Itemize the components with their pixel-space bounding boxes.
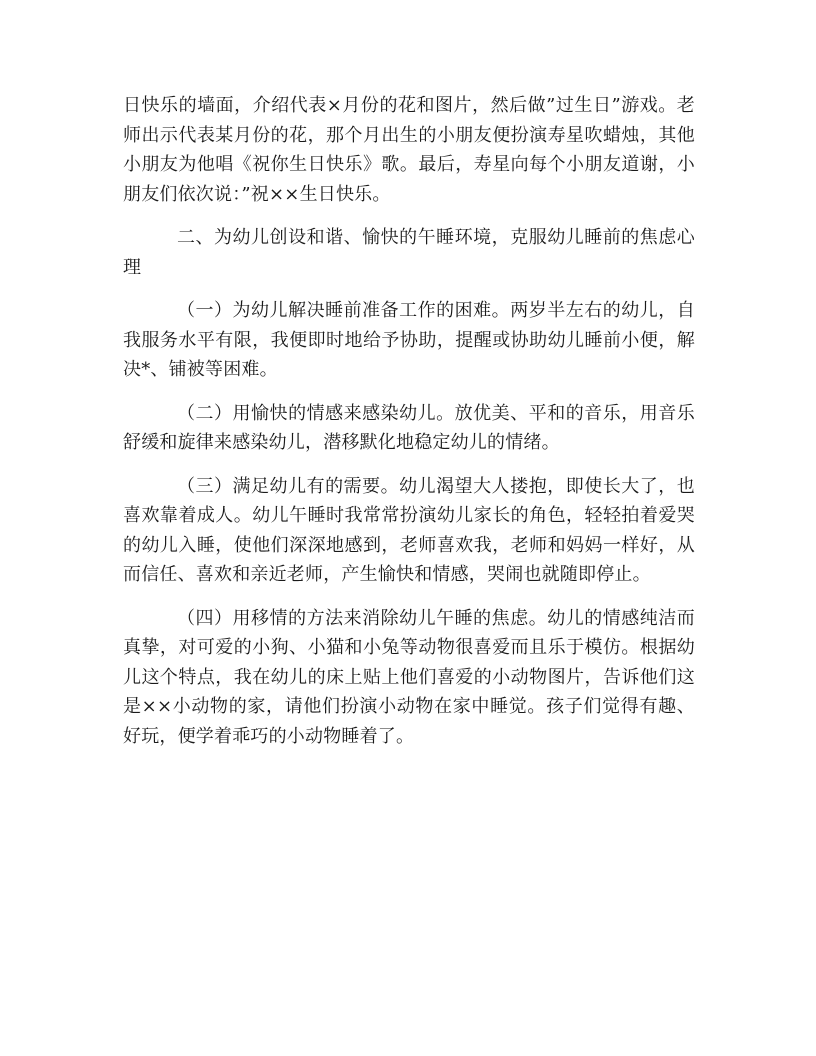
document-body bbox=[123, 91, 695, 751]
paragraph-item-3: （三）满足幼儿有的需要。幼儿渴望大人搂抱，即使长大了，也喜欢靠着成人。幼儿午睡时我常常扮演幼儿家长的角色，轻轻拍着爱哭的幼儿入睡，使他们深深地感到，老师喜欢我，老师和妈妈一样好，从而信任、喜欢和亲近老师，产生愉快和情感，哭闹也就随即停止。 bbox=[123, 475, 695, 585]
paragraph-item-2: （二）用愉快的情感来感染幼儿。放优美、平和的音乐，用音乐舒缓和旋律来感染幼儿，潜移默化地稳定幼儿的情绪。 bbox=[123, 402, 695, 453]
paragraph-item-1: （一）为幼儿解决睡前准备工作的困难。两岁半左右的幼儿，自我服务水平有限，我便即时地给予协助，提醒或协助幼儿睡前小便，解决*、铺被等困难。 bbox=[123, 300, 695, 380]
paragraph-item-4: （四）用移情的方法来消除幼儿午睡的焦虑。幼儿的情感纯洁而真挚，对可爱的小狗、小猫和小兔等动物很喜爱而且乐于模仿。根据幼儿这个特点，我在幼儿的床上贴上他们喜爱的小动物图片，告诉他们这是××小动物的家，请他们扮演小动物在家中睡觉。孩子们觉得有趣、好玩，便学着乖巧的小动物睡着了。 bbox=[123, 607, 695, 747]
section-heading-nap-environment: 二、为幼儿创设和谐、愉快的午睡环境，克服幼儿睡前的焦虑心理 bbox=[123, 227, 695, 278]
paragraph-birthday-game: 日快乐的墙面，介绍代表×月份的花和图片，然后做”过生日”游戏。老师出示代表某月份的花，那个月出生的小朋友便扮演寿星吹蜡烛，其他小朋友为他唱《祝你生日快乐》歌。最后，寿星向每个小朋友道谢，小朋友们依次说：”祝××生日快乐。 bbox=[123, 95, 695, 205]
